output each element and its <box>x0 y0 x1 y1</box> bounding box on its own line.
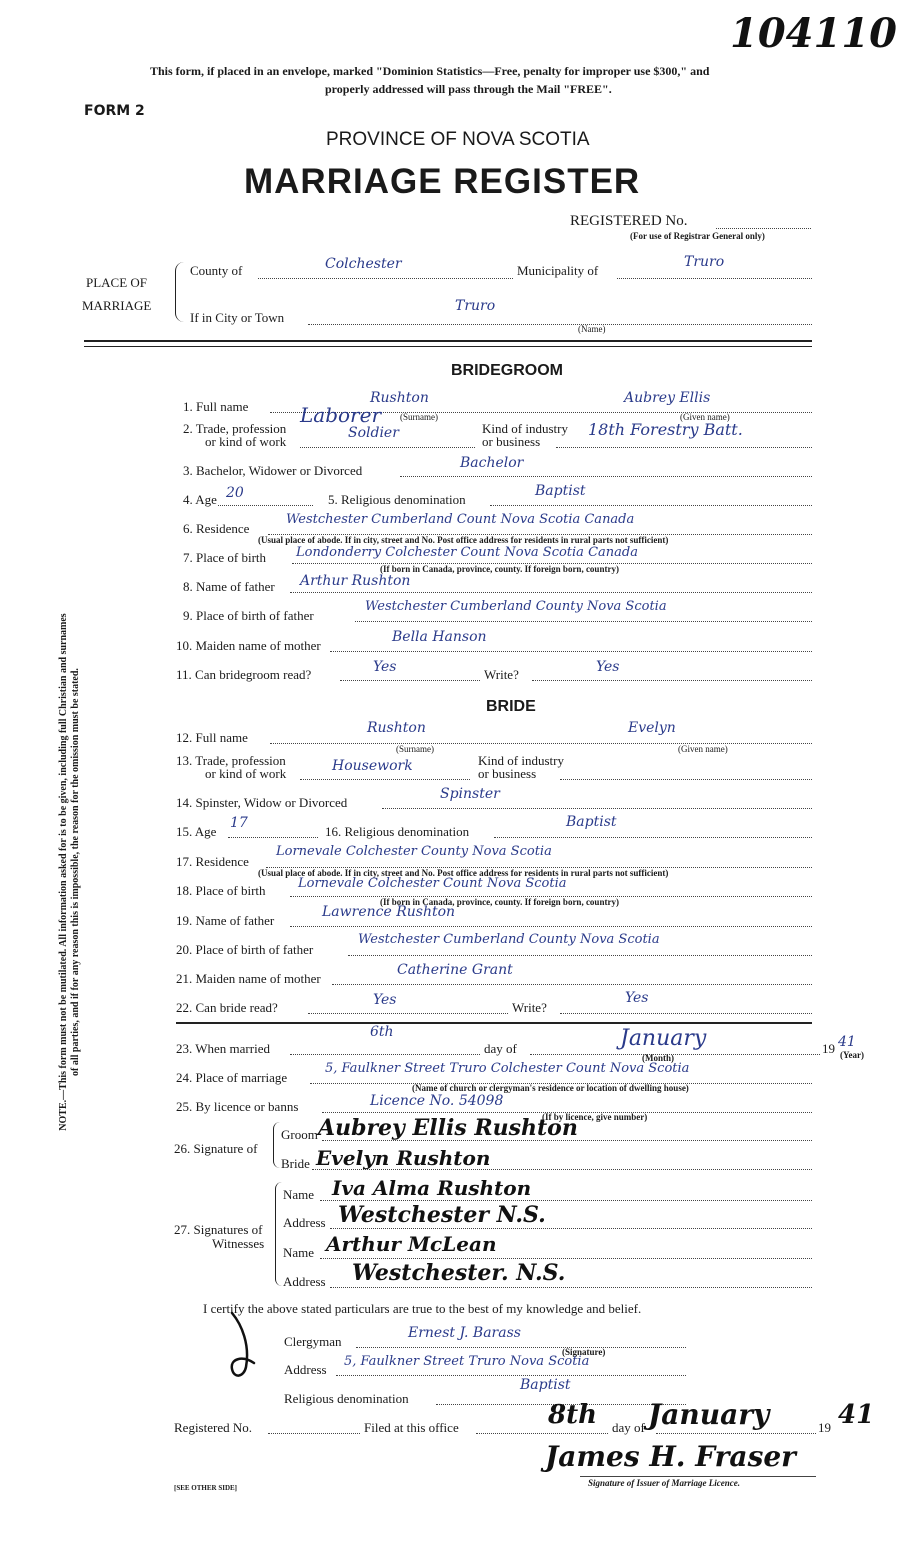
county-label: County of <box>190 263 243 278</box>
registered-no-line <box>716 228 811 229</box>
groom-read-label: 11. Can bridegroom read? <box>176 667 312 682</box>
bride-write-label: Write? <box>512 1000 547 1015</box>
bride-heading: BRIDE <box>486 698 536 715</box>
day-of-label: day of <box>484 1041 517 1056</box>
groom-status-line <box>400 476 812 477</box>
issuer-note: Signature of Issuer of Marriage Licence. <box>588 1478 741 1488</box>
bride-trade-value: Housework <box>332 758 413 774</box>
bride-father-line <box>290 926 812 927</box>
bride-father-birth-label: 20. Place of birth of father <box>176 942 314 957</box>
witness-label-2: Witnesses <box>212 1236 265 1251</box>
clergy-religion-label: Religious denomination <box>284 1391 409 1406</box>
divider-marriage <box>176 1022 812 1024</box>
groom-surname: Rushton <box>370 390 429 406</box>
bride-given-note: (Given name) <box>678 744 728 754</box>
groom-signature-label: Groom <box>281 1127 318 1142</box>
marriage-year-prefix: 19 <box>822 1041 835 1056</box>
clergyman-line <box>356 1347 686 1348</box>
place-label-2: MARRIAGE <box>82 298 152 313</box>
city-value: Truro <box>455 298 496 314</box>
witness2-address-label: Address <box>283 1274 326 1289</box>
side-note: NOTE.—This form must not be mutilated. All information asked for is to be given, including full Christian and surnames of all parties, and if for any reason this is impossible, the reason for the omission must be stated. <box>58 613 81 1131</box>
groom-father-value: Arthur Rushton <box>300 573 411 589</box>
groom-birthplace-label: 7. Place of birth <box>183 550 267 565</box>
month-line <box>530 1054 820 1055</box>
year-note: (Year) <box>840 1050 864 1060</box>
filed-day: 8th <box>548 1400 598 1430</box>
filed-month: January <box>648 1398 770 1431</box>
bride-signature-label: Bride <box>281 1156 310 1171</box>
groom-write-line <box>532 680 812 681</box>
groom-religion-line <box>490 505 812 506</box>
bride-read-line <box>308 1013 508 1014</box>
bride-signature: Evelyn Rushton <box>316 1146 491 1170</box>
place-of-marriage-note: (Name of church or clergyman's residence or location of dwelling house) <box>412 1083 689 1093</box>
bride-write-line <box>560 1013 812 1014</box>
municipality-line <box>617 278 812 279</box>
footer-registered-line <box>268 1433 360 1434</box>
witness2-name: Arthur McLean <box>326 1232 497 1256</box>
month-note: (Month) <box>642 1053 674 1063</box>
registered-no-label: REGISTERED No. <box>570 213 688 229</box>
bride-status-line <box>382 808 812 809</box>
witness1-address-line <box>330 1228 812 1229</box>
groom-write-label: Write? <box>484 667 519 682</box>
witness1-address: Westchester N.S. <box>338 1202 546 1228</box>
bride-age-label: 15. Age <box>176 824 217 839</box>
mail-notice-line-1: This form, if placed in an envelope, marked "Dominion Statistics—Free, penalty for improper use $300," and <box>150 64 710 78</box>
marriage-year: 41 <box>838 1034 856 1050</box>
bride-read-label: 22. Can bride read? <box>176 1000 278 1015</box>
bridegroom-heading: BRIDEGROOM <box>451 362 563 379</box>
county-value: Colchester <box>325 256 402 272</box>
clergy-religion-value: Baptist <box>520 1377 571 1393</box>
licence-value: Licence No. 54098 <box>370 1093 504 1109</box>
bride-full-name-line <box>270 743 812 744</box>
divider-top-thin <box>84 346 812 347</box>
bride-trade-line <box>300 779 470 780</box>
bride-surname: Rushton <box>367 720 426 736</box>
place-label-1: PLACE OF <box>86 275 148 290</box>
witness2-name-line <box>320 1258 812 1259</box>
clergy-address-label: Address <box>284 1362 327 1377</box>
groom-full-name-label: 1. Full name <box>183 399 249 414</box>
witness2-address-line <box>330 1287 812 1288</box>
bride-religion-line <box>494 837 812 838</box>
filed-year: 41 <box>838 1400 875 1430</box>
witness2-address: Westchester. N.S. <box>352 1260 566 1286</box>
city-name-note: (Name) <box>578 324 606 334</box>
groom-religion-label: 5. Religious denomination <box>328 492 466 507</box>
clergyman-signature-note: (Signature) <box>562 1347 606 1357</box>
bride-trade-label-1: 13. Trade, profession <box>176 753 286 768</box>
issuer-signature: James H. Fraser <box>545 1440 796 1473</box>
groom-trade-label-1: 2. Trade, profession <box>183 421 287 436</box>
groom-father-birth-label: 9. Place of birth of father <box>183 608 314 623</box>
place-of-marriage-label: 24. Place of marriage <box>176 1070 288 1085</box>
county-line <box>258 278 513 279</box>
bride-father-value: Lawrence Rushton <box>322 904 456 920</box>
witness-brace <box>275 1182 282 1286</box>
bride-birthplace-value: Lornevale Colchester Count Nova Scotia <box>298 876 567 891</box>
divider-top <box>84 340 812 342</box>
registrar-note: (For use of Registrar General only) <box>630 231 765 241</box>
bride-residence-value: Lornevale Colchester County Nova Scotia <box>276 844 552 859</box>
footer-day-of-label: day of <box>612 1420 645 1435</box>
see-other-side: [SEE OTHER SIDE] <box>174 1484 238 1492</box>
witness1-address-label: Address <box>283 1215 326 1230</box>
bride-residence-note: (Usual place of abode. If in city, street and No. Post office address for residents in rural parts not sufficient) <box>258 868 669 878</box>
filed-label: Filed at this office <box>364 1420 459 1435</box>
place-brace <box>175 262 184 322</box>
groom-industry-line <box>556 447 812 448</box>
groom-age-label: 4. Age <box>183 492 217 507</box>
groom-father-birth-line <box>355 621 812 622</box>
city-line <box>308 324 812 325</box>
filed-year-prefix: 19 <box>818 1420 831 1435</box>
witness1-name: Iva Alma Rushton <box>332 1176 532 1200</box>
groom-trade-value-1: Laborer <box>300 403 382 427</box>
bride-age-line <box>228 837 318 838</box>
groom-status-label: 3. Bachelor, Widower or Divorced <box>183 463 363 478</box>
groom-write-value: Yes <box>596 659 620 675</box>
city-label: If in City or Town <box>190 310 285 325</box>
groom-residence-label: 6. Residence <box>183 521 250 536</box>
groom-age-value: 20 <box>226 485 244 501</box>
groom-given-name: Aubrey Ellis <box>624 390 711 406</box>
groom-trade-value-2: Soldier <box>348 425 399 441</box>
bride-mother-value: Catherine Grant <box>397 962 513 978</box>
marriage-month: January <box>620 1026 707 1051</box>
licence-note: (If by licence, give number) <box>542 1112 648 1122</box>
form-number: FORM 2 <box>84 103 145 119</box>
groom-birthplace-note: (If born in Canada, province, county. If foreign born, country) <box>380 564 619 574</box>
bride-industry-line <box>560 779 812 780</box>
clergy-address-line <box>336 1375 686 1376</box>
clergyman-signature: Ernest J. Barass <box>408 1325 521 1341</box>
place-of-marriage-value: 5, Faulkner Street Truro Colchester Count Nova Scotia <box>325 1061 690 1076</box>
when-married-line <box>290 1054 480 1055</box>
groom-signature: Aubrey Ellis Rushton <box>318 1115 578 1141</box>
certification-statement: I certify the above stated particulars are true to the best of my knowledge and belief. <box>203 1301 642 1316</box>
bride-write-value: Yes <box>625 990 649 1006</box>
issuer-signature-line <box>580 1476 816 1477</box>
bride-residence-label: 17. Residence <box>176 854 249 869</box>
bride-religion-value: Baptist <box>566 814 617 830</box>
municipality-value: Truro <box>684 254 725 270</box>
check-mark-icon <box>220 1305 270 1390</box>
filed-day-line <box>476 1433 608 1434</box>
top-number: 104110 <box>730 10 897 57</box>
groom-read-line <box>340 680 480 681</box>
when-married-label: 23. When married <box>176 1041 270 1056</box>
groom-read-value: Yes <box>373 659 397 675</box>
bride-mother-line <box>332 984 812 985</box>
groom-father-birth-value: Westchester Cumberland County Nova Scotia <box>365 599 667 614</box>
bride-status-label: 14. Spinster, Widow or Divorced <box>176 795 348 810</box>
bride-industry-label-2: or business <box>478 766 537 781</box>
bride-birthplace-label: 18. Place of birth <box>176 883 266 898</box>
bride-father-label: 19. Name of father <box>176 913 275 928</box>
groom-surname-note: (Surname) <box>400 412 438 422</box>
groom-father-label: 8. Name of father <box>183 579 275 594</box>
groom-given-note: (Given name) <box>680 412 730 422</box>
groom-residence-value: Westchester Cumberland Count Nova Scotia Canada <box>286 512 635 527</box>
page-title: MARRIAGE REGISTER <box>244 162 641 201</box>
bride-religion-label: 16. Religious denomination <box>325 824 470 839</box>
province-title: PROVINCE OF NOVA SCOTIA <box>326 129 590 150</box>
groom-trade-label-2: or kind of work <box>205 434 287 449</box>
groom-status-value: Bachelor <box>460 455 524 471</box>
groom-industry-label-2: or business <box>482 434 541 449</box>
marriage-day: 6th <box>370 1024 394 1040</box>
filed-month-line <box>656 1433 816 1434</box>
bride-given-name: Evelyn <box>628 720 676 736</box>
mail-notice-line-2: properly addressed will pass through the Mail "FREE". <box>325 82 612 96</box>
bride-full-name-label: 12. Full name <box>176 730 248 745</box>
signature-brace <box>273 1122 280 1168</box>
groom-mother-line <box>330 651 812 652</box>
groom-mother-label: 10. Maiden name of mother <box>176 638 321 653</box>
clergyman-label: Clergyman <box>284 1334 342 1349</box>
footer-registered-label: Registered No. <box>174 1420 252 1435</box>
groom-religion-value: Baptist <box>535 483 586 499</box>
witness1-name-line <box>320 1200 812 1201</box>
bride-father-birth-value: Westchester Cumberland County Nova Scotia <box>358 932 660 947</box>
groom-industry-value: 18th Forestry Batt. <box>588 420 743 439</box>
bride-status-value: Spinster <box>440 786 500 802</box>
witness-label-1: 27. Signatures of <box>174 1222 263 1237</box>
bride-industry-label-1: Kind of industry <box>478 753 564 768</box>
licence-label: 25. By licence or banns <box>176 1099 299 1114</box>
groom-industry-label-1: Kind of industry <box>482 421 568 436</box>
bride-trade-label-2: or kind of work <box>205 766 287 781</box>
bride-read-value: Yes <box>373 992 397 1008</box>
groom-age-line <box>218 505 313 506</box>
groom-birthplace-value: Londonderry Colchester Count Nova Scotia Canada <box>296 545 638 560</box>
municipality-label: Municipality of <box>517 263 599 278</box>
bride-father-birth-line <box>348 955 812 956</box>
bride-birthplace-note: (If born in Canada, province, county. If foreign born, country) <box>380 897 619 907</box>
groom-mother-value: Bella Hanson <box>392 629 487 645</box>
bride-surname-note: (Surname) <box>396 744 434 754</box>
signature-of-label: 26. Signature of <box>174 1141 258 1156</box>
bride-mother-label: 21. Maiden name of mother <box>176 971 321 986</box>
witness1-name-label: Name <box>283 1187 315 1202</box>
groom-trade-line <box>300 447 475 448</box>
groom-residence-note: (Usual place of abode. If in city, street and No. Post office address for residents in rural parts not sufficient) <box>258 535 669 545</box>
clergy-address-value: 5, Faulkner Street Truro Nova Scotia <box>344 1354 590 1369</box>
bride-age-value: 17 <box>230 815 248 831</box>
witness2-name-label: Name <box>283 1245 315 1260</box>
groom-father-line <box>290 592 812 593</box>
